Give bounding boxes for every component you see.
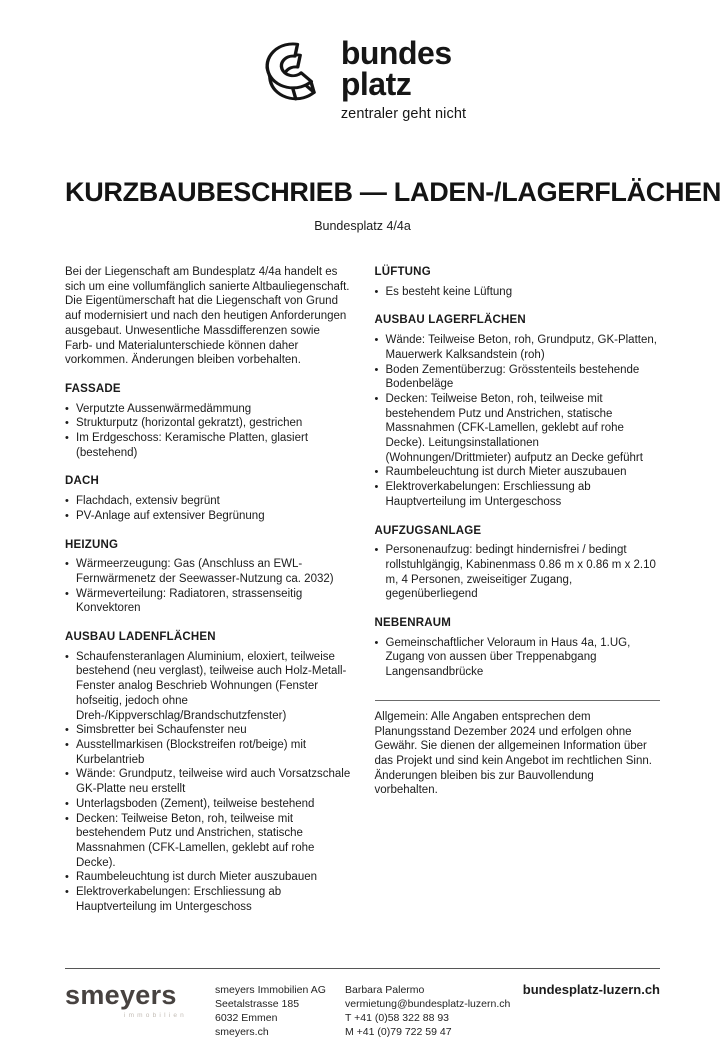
section-heading: DACH xyxy=(65,475,100,488)
agency-city: 6032 Emmen xyxy=(215,1012,278,1024)
document-page xyxy=(0,35,725,1038)
bullet-item: • Verputzte Aussenwärmedämmung xyxy=(65,402,351,417)
contact-name: Barbara Palermo xyxy=(345,984,425,996)
bullet-item: • Strukturputz (horizontal gekratzt), gestrichen xyxy=(65,416,351,431)
left-sections xyxy=(65,382,351,915)
bullet-item: • Elektroverkabelungen: Erschliessung ab Hauptverteilung im Untergeschoss xyxy=(65,885,351,914)
agency-website-link[interactable]: smeyers.ch xyxy=(215,1026,269,1038)
contact-phone: T +41 (0)58 322 88 93 xyxy=(345,1012,450,1024)
smeyers-wordmark: smeyers xyxy=(65,980,177,1010)
section-heading: HEIZUNG xyxy=(65,538,119,551)
bullet-item: • PV-Anlage auf extensiver Begrünung xyxy=(65,509,351,524)
smeyers-logo xyxy=(65,980,215,1023)
bullet-list xyxy=(375,285,661,300)
bullet-item: • Wärmeverteilung: Radiatoren, strassenseitig Konvektoren xyxy=(65,587,351,616)
brand-header xyxy=(65,35,660,122)
smeyers-wordmark-sub: immobilien xyxy=(123,1012,187,1019)
bullet-item: • Simsbretter bei Schaufenster neu xyxy=(65,723,351,738)
right-sections xyxy=(375,265,661,680)
page-subtitle: Bundesplatz 4/4a xyxy=(314,219,411,233)
agency-street: Seetalstrasse 185 xyxy=(215,998,300,1010)
contact-email-link[interactable]: vermietung@bundesplatz-luzern.ch xyxy=(345,998,511,1010)
contact-block xyxy=(345,983,520,1039)
bullet-item: • Wärmeerzeugung: Gas (Anschluss an EWL-Fernwärmenetz der Seewasser-Nutzung ca. 2032) xyxy=(65,557,351,586)
brand-name-line2: platz xyxy=(340,66,412,102)
bullet-list xyxy=(375,543,661,602)
agency-address xyxy=(215,983,345,1039)
contact-mobile: M +41 (0)79 722 59 47 xyxy=(345,1026,452,1038)
bullet-item: • Es besteht keine Lüftung xyxy=(375,285,661,300)
section-heading: NEBENRAUM xyxy=(374,617,452,630)
bullet-list xyxy=(375,333,661,509)
bundesplatz-logo-icon xyxy=(259,40,327,118)
bullet-list xyxy=(65,494,351,523)
brand-wordmark xyxy=(340,35,467,122)
brand-tagline: zentraler geht nicht xyxy=(340,106,467,122)
bullet-item: • Flachdach, extensiv begrünt xyxy=(65,494,351,509)
bullet-item: • Schaufensteranlagen Aluminium, eloxiert, teilweise bestehend (neu verglast), teilweise auch Holz-Metall-Fenster analog Beschrieb Wohnungen (Fenster hofseitig, jedoch ohne Dreh-/Kippverschlag/Brandschutzfenster) xyxy=(65,650,351,724)
bullet-item: • Boden Zementüberzug: Grösstenteils bestehende Bodenbeläge xyxy=(375,363,661,392)
agency-name: smeyers Immobilien AG xyxy=(215,984,326,996)
bullet-item: • Gemeinschaftlicher Veloraum in Haus 4a, 1.UG, Zugang von aussen über Treppenabgang Langensandbrücke xyxy=(375,636,661,680)
section-heading: LÜFTUNG xyxy=(374,266,431,278)
footer xyxy=(65,968,660,1039)
intro-paragraph: Bei der Liegenschaft am Bundesplatz 4/4a handelt es sich um eine vollumfänglich sanierte Altbauliegenschaft. Die Eigentümerschaft hat die Liegenschaft von Grund auf modernisiert und nach den heutigen Anforderungen ausgebaut. Unwesentliche Massdifferenzen sowie Farb- und Materialunterschiede können daher vorkommen. Änderungen bleiben vorbehalten. xyxy=(65,266,350,367)
page-title: KURZBAUBESCHRIEB — LADEN-/LAGERFLÄCHEN xyxy=(65,177,722,207)
section-heading: FASSADE xyxy=(65,382,121,395)
bullet-item: • Personenaufzug: bedingt hindernisfrei / bedingt rollstuhlgängig, Kabinenmass 0.86 m x 0.86 m x 2.10 m, 4 Personen, zweiseitiger Zugang, gegenüberliegend xyxy=(375,543,661,602)
brand-name-line1: bundes xyxy=(340,35,452,71)
left-column xyxy=(65,265,351,914)
section-heading: AUSBAU LADENFLÄCHEN xyxy=(65,631,216,644)
section-heading: AUFZUGSANLAGE xyxy=(374,524,482,537)
bullet-item: • Wände: Teilweise Beton, roh, Grundputz, GK-Platten, Mauerwerk Kalksandstein (roh) xyxy=(375,333,661,362)
note-divider xyxy=(375,700,661,701)
project-website-link[interactable]: bundesplatz-luzern.ch xyxy=(522,982,660,997)
bullet-item: • Raumbeleuchtung ist durch Mieter auszubauen xyxy=(65,870,351,885)
bullet-item: • Decken: Teilweise Beton, roh, teilweise mit bestehendem Putz und Anstrichen, statische Massnahmen (CFK-Lamellen, geklebt auf rohe Decke). xyxy=(65,812,351,871)
bullet-list xyxy=(65,557,351,616)
bullet-item: • Ausstellmarkisen (Blockstreifen rot/beige) mit Kurbelantrieb xyxy=(65,738,351,767)
bullet-item: • Im Erdgeschoss: Keramische Platten, glasiert (bestehend) xyxy=(65,431,351,460)
bullet-item: • Wände: Grundputz, teilweise wird auch Vorsatzschale GK-Platte neu erstellt xyxy=(65,767,351,796)
document-body xyxy=(65,265,660,914)
bullet-item: • Unterlagsboden (Zement), teilweise bestehend xyxy=(65,797,351,812)
bullet-item: • Raumbeleuchtung ist durch Mieter auszubauen xyxy=(375,465,661,480)
right-column xyxy=(375,265,661,914)
bullet-list xyxy=(65,650,351,915)
legal-note: Allgemein: Alle Angaben entsprechen dem Planungsstand Dezember 2024 und erfolgen ohne Gewähr. Sie dienen der allgemeinen Information über das Projekt und sind kein Angebot im rechtlichen Sinn. Änderungen bleiben bis zur Bauvollendung vorbehalten. xyxy=(374,710,652,797)
bullet-item: • Elektroverkabelungen: Erschliessung ab Hauptverteilung im Untergeschoss xyxy=(375,480,661,509)
bullet-list xyxy=(375,636,661,680)
section-heading: AUSBAU LAGERFLÄCHEN xyxy=(374,314,526,327)
bullet-list xyxy=(65,402,351,461)
bullet-item: • Decken: Teilweise Beton, roh, teilweise mit bestehendem Putz und Anstrichen, statische Massnahmen (CFK-Lamellen, geklebt auf rohe Decke). Leitungsinstallationen (Wohnungen/Drittmieter) aufputz an Decke geführt xyxy=(375,392,661,466)
